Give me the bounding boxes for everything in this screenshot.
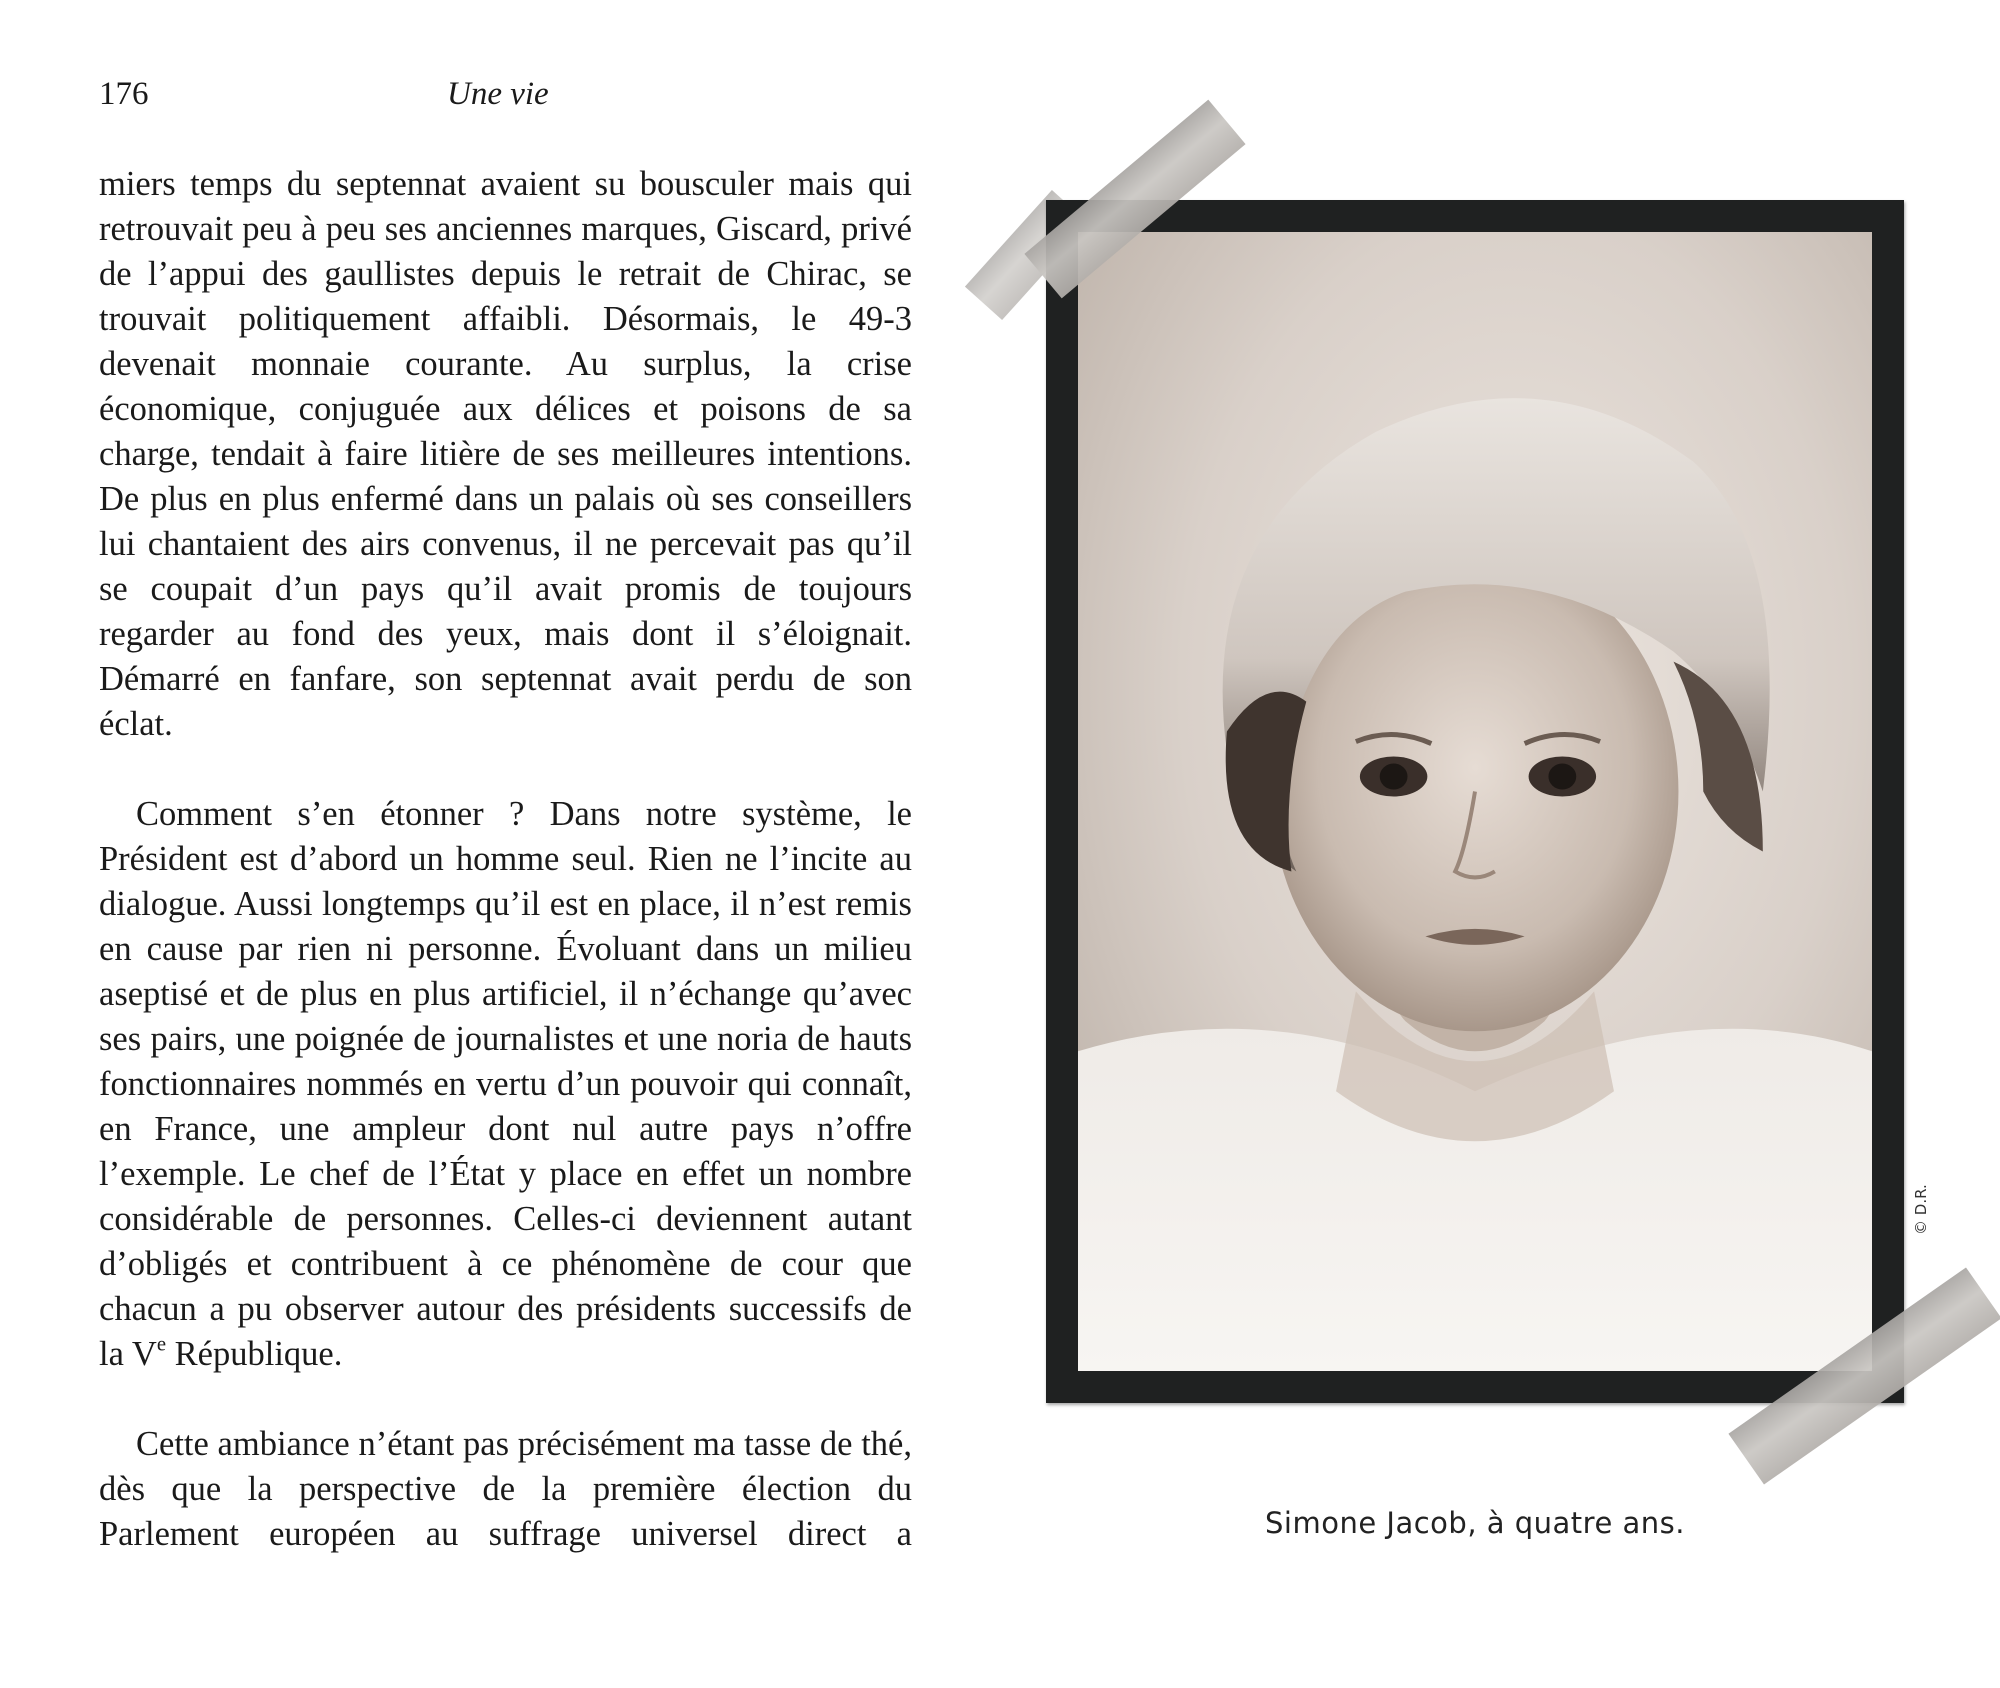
paragraph-3: Cette ambiance n’étant pas précisément ma tasse de thé, dès que la perspective de la première élection du Parlement européen au suffrage universel direct a	[99, 1425, 912, 1553]
paragraph-1: miers temps du septennat avaient su bousculer mais qui retrouvait peu à peu ses anciennes marques, Giscard, privé de l’appui des gaullistes depuis le retrait de Chirac, se trouvait politiquement affaibli. Désormais, le 49-3 devenait monnaie courante. Au surplus, la crise économique, conjuguée aux délices et poisons de sa charge, tendait à faire litière de ses meilleures intentions. De plus en plus enfermé dans un palais où ses conseillers lui chantaient des airs convenus, il ne percevait pas qu’il se coupait d’un pays qu’il avait promis de toujours regarder au fond des yeux, mais dont il s’éloignait. Démarré en fanfare, son septennat avait perdu de son éclat.	[99, 165, 912, 743]
right-page	[960, 0, 2000, 1688]
left-page	[0, 0, 960, 1688]
republic-superscript: e	[156, 1333, 167, 1356]
paragraph-2	[99, 792, 912, 1377]
body-text	[99, 162, 912, 1557]
photo-frame	[1046, 200, 1904, 1403]
page-number: 176	[99, 76, 149, 112]
portrait-illustration	[1078, 232, 1872, 1371]
portrait-photo	[1078, 232, 1872, 1371]
running-head	[99, 72, 912, 116]
republic-numeral: V	[131, 1335, 157, 1373]
book-title: Une vie	[447, 76, 549, 112]
republic-word: République.	[166, 1335, 343, 1373]
photo-caption: Simone Jacob, à quatre ans.	[1265, 1506, 1685, 1540]
photo-credit: © D.R.	[1912, 1184, 1930, 1235]
paragraph-2-text: Comment s’en étonner ? Dans notre système, le Président est d’abord un homme seul. Rien ne l’incite au dialogue. Aussi longtemps qu’il est en place, il n’est remis en cause par rien ni personne. Évoluant dans un milieu aseptisé et de plus en plus artificiel, il n’échange qu’avec ses pairs, une poignée de journalistes et une noria de hauts fonctionnaires nommés en vertu d’un pouvoir qui connaît, en France, une ampleur dont nul autre pays n’offre l’exemple. Le chef de l’État y place en effet un nombre considérable de personnes. Celles-ci deviennent autant d’obligés et contribuent à ce phénomène de cour que chacun a pu observer autour des présidents successifs de la	[99, 795, 912, 1373]
